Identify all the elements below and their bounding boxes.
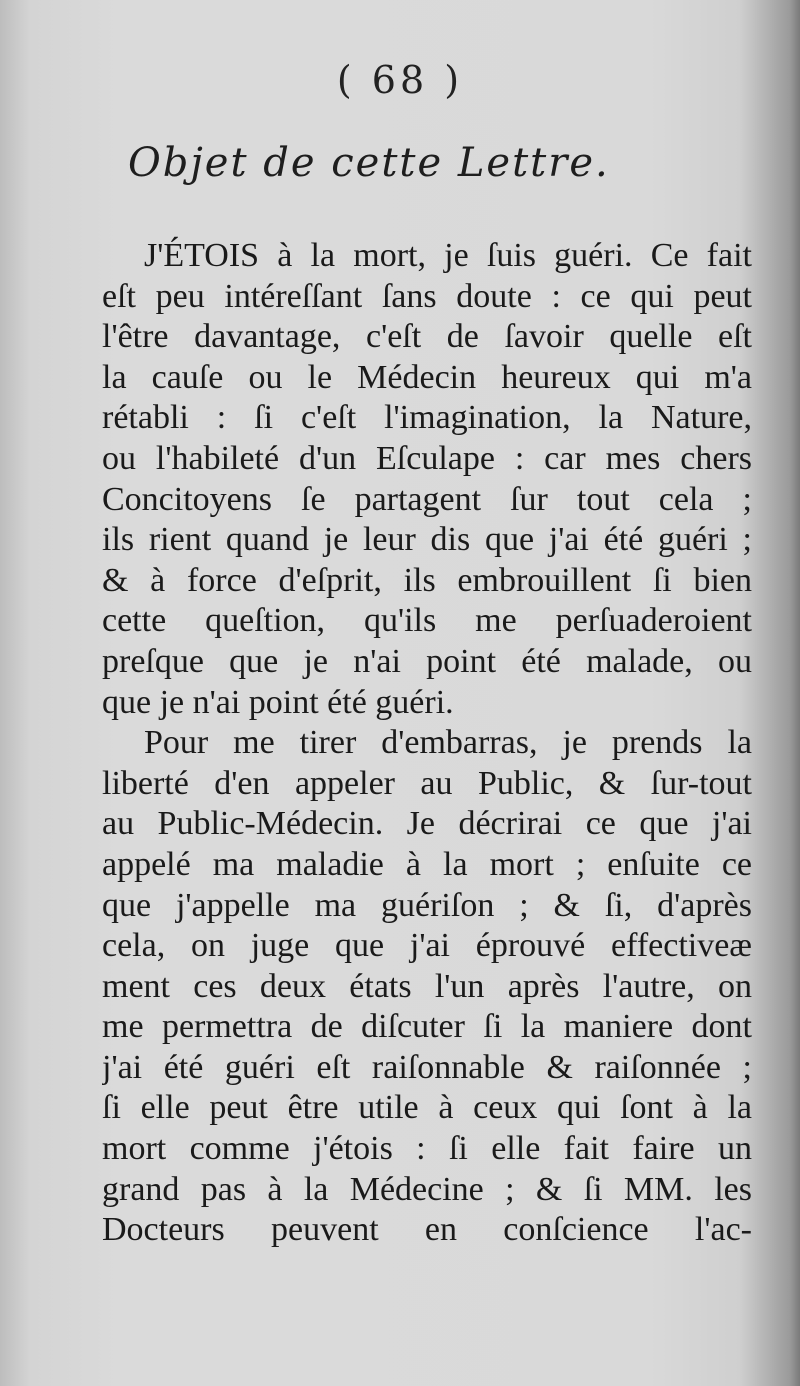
text-line: preſque que je n'ai point été malade, ou [102,642,752,680]
text-line: que j'appelle ma guériſon ; & ſi, d'après [102,886,752,924]
text-line: ſi elle peut être utile à ceux qui ſont à la [102,1089,752,1127]
text-line: grand pas à la Médecine ; & ſi MM. les [102,1170,752,1208]
text-line: Docteurs peuvent en conſcience l'ac- [102,1211,752,1249]
text-line: cela, on juge que j'ai éprouvé effectiveæ [102,927,752,965]
text-line: Pour me tirer d'embarras, je prends la [144,724,752,762]
text-line: mort comme j'étois : ſi elle fait faire un [102,1130,752,1168]
text-line: cette queſtion, qu'ils me perſuaderoient [102,602,752,640]
text-line: la cauſe ou le Médecin heureux qui m'a [102,358,752,396]
paragraph-2 [102,723,752,1251]
text-line: au Public-Médecin. Je décrirai ce que j'ai [102,805,752,843]
text-line: liberté d'en appeler au Public, & ſur-tout [102,764,752,802]
body-text [102,236,752,1251]
text-line: ment ces deux états l'un après l'autre, on [102,967,752,1005]
text-line: l'être davantage, c'eſt de ſavoir quelle eſt [102,318,752,356]
text-line: & à force d'eſprit, ils embrouillent ſi bien [102,561,752,599]
text-line: appelé ma maladie à la mort ; enſuite ce [102,845,752,883]
text-line: ou l'habileté d'un Eſculape : car mes chers [102,439,752,477]
text-line: eſt peu intéreſſant ſans doute : ce qui peut [102,277,752,315]
paragraph-1 [102,236,752,723]
section-heading: Objet de cette Lettre. [128,140,610,186]
text-line: ils rient quand je leur dis que j'ai été guéri ; [102,521,752,559]
text-line: J'ÉTOIS à la mort, je ſuis guéri. Ce fait [144,237,752,274]
text-line: me permettra de diſcuter ſi la maniere dont [102,1008,752,1046]
text-line: j'ai été guéri eſt raiſonnable & raiſonnée ; [102,1048,752,1086]
text-line: rétabli : ſi c'eſt l'imagination, la Nature, [102,399,752,437]
text-line: que je n'ai point été guéri. [102,683,454,721]
text-line: Concitoyens ſe partagent ſur tout cela ; [102,480,752,518]
page-number: ( 68 ) [336,58,464,102]
